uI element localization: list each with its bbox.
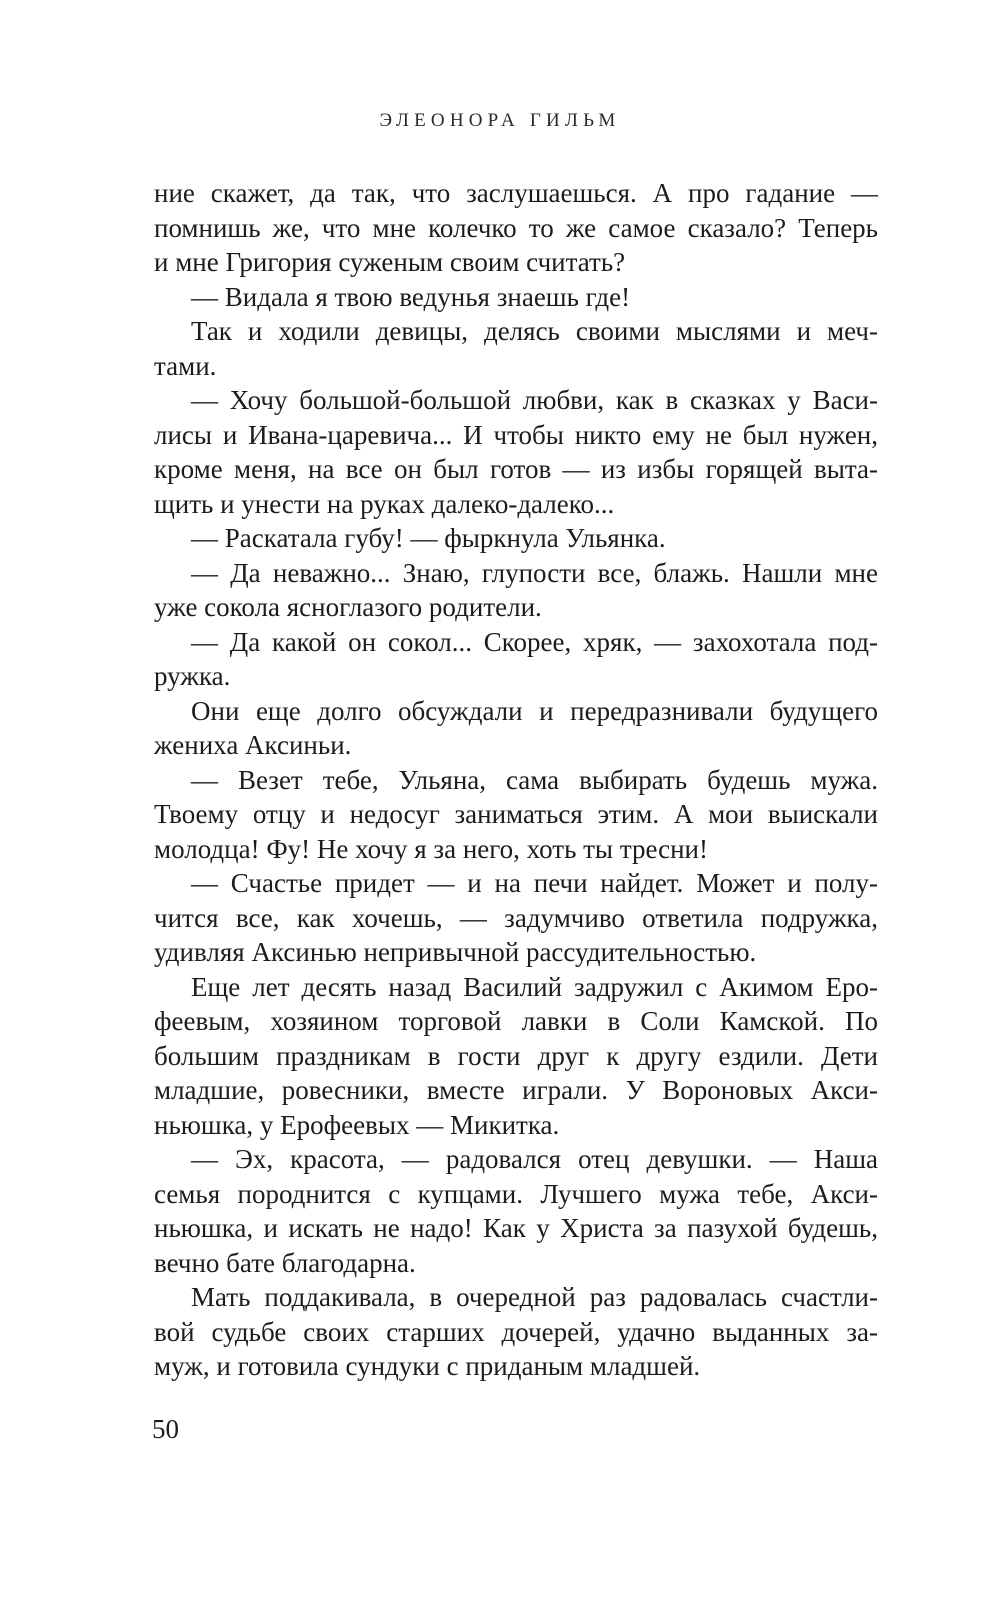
- text-line: младшие, ровесники, вместе играли. У Вороновых Акси-: [154, 1075, 878, 1105]
- page-body-text: [154, 176, 878, 1384]
- text-line: — Счастье придет — и на печи найдет. Может и полу-: [191, 868, 878, 898]
- text-line: вечно бате благодарна.: [154, 1247, 416, 1278]
- text-line: ньюшка, у Ерофеевых — Микитка.: [154, 1109, 560, 1140]
- text-line: ружка.: [154, 661, 231, 691]
- text-line: щить и унести на руках далеко-далеко...: [154, 488, 615, 519]
- text-line: — Раскатала губу! — фыркнула Ульянка.: [191, 523, 666, 553]
- text-line: ньюшка, и искать не надо! Как у Христа за пазухой будешь,: [154, 1213, 878, 1243]
- text-line: муж, и готовила сундуки с приданым младшей.: [154, 1351, 701, 1381]
- text-line: ние скажет, да так, что заслушаешься. А про гадание —: [154, 178, 878, 208]
- text-line: — Видала я твою ведунья знаешь где!: [191, 281, 631, 312]
- text-line: жениха Аксиньи.: [154, 730, 352, 760]
- text-line: Твоему отцу и недосуг заниматься этим. А мои выискали: [154, 799, 878, 829]
- text-line: лисы и Ивана-царевича... И чтобы никто ему не был нужен,: [154, 419, 878, 450]
- text-line: Они еще долго обсуждали и передразнивали будущего: [191, 695, 878, 726]
- text-line: семья породнится с купцами. Лучшего мужа тебе, Акси-: [154, 1178, 878, 1209]
- text-line: феевым, хозяином торговой лавки в Соли Камской. По: [154, 1006, 878, 1036]
- text-line: Мать поддакивала, в очередной раз радовалась счастли-: [191, 1282, 878, 1312]
- text-line: вой судьбе своих старших дочерей, удачно выданных за-: [154, 1316, 878, 1347]
- text-line: кроме меня, на все он был готов — из избы горящей выта-: [154, 454, 878, 484]
- text-line: Так и ходили девицы, делясь своими мыслями и меч-: [191, 316, 878, 346]
- text-line: уже сокола ясноглазого родители.: [154, 592, 542, 622]
- text-line: удивляя Аксинью непривычной рассудительностью.: [154, 937, 757, 967]
- text-line: Еще лет десять назад Василий задружил с Акимом Еро-: [191, 971, 878, 1002]
- page-number: 50: [152, 1414, 179, 1444]
- text-line: — Да какой он сокол... Скорее, хряк, — захохотала под-: [191, 626, 878, 657]
- text-line: — Да неважно... Знаю, глупости все, блажь. Нашли мне: [191, 557, 878, 588]
- text-line: — Везет тебе, Ульяна, сама выбирать будешь мужа.: [191, 764, 878, 795]
- text-line: — Эх, красота, — радовался отец девушки. — Наша: [191, 1144, 878, 1174]
- text-line: — Хочу большой-большой любви, как в сказках у Васи-: [191, 385, 878, 415]
- running-head-author: ЭЛЕОНОРА ГИЛЬМ: [379, 110, 621, 131]
- text-line: тами.: [154, 350, 217, 381]
- text-line: молодца! Фу! Не хочу я за него, хоть ты тресни!: [154, 833, 708, 864]
- text-line: помнишь же, что мне колечко то же самое сказало? Теперь: [154, 212, 878, 243]
- text-line: и мне Григория суженым своим считать?: [154, 247, 626, 277]
- text-line: чится все, как хочешь, — задумчиво ответила подружка,: [154, 902, 878, 933]
- text-line: большим праздникам в гости друг к другу ездили. Дети: [154, 1040, 878, 1071]
